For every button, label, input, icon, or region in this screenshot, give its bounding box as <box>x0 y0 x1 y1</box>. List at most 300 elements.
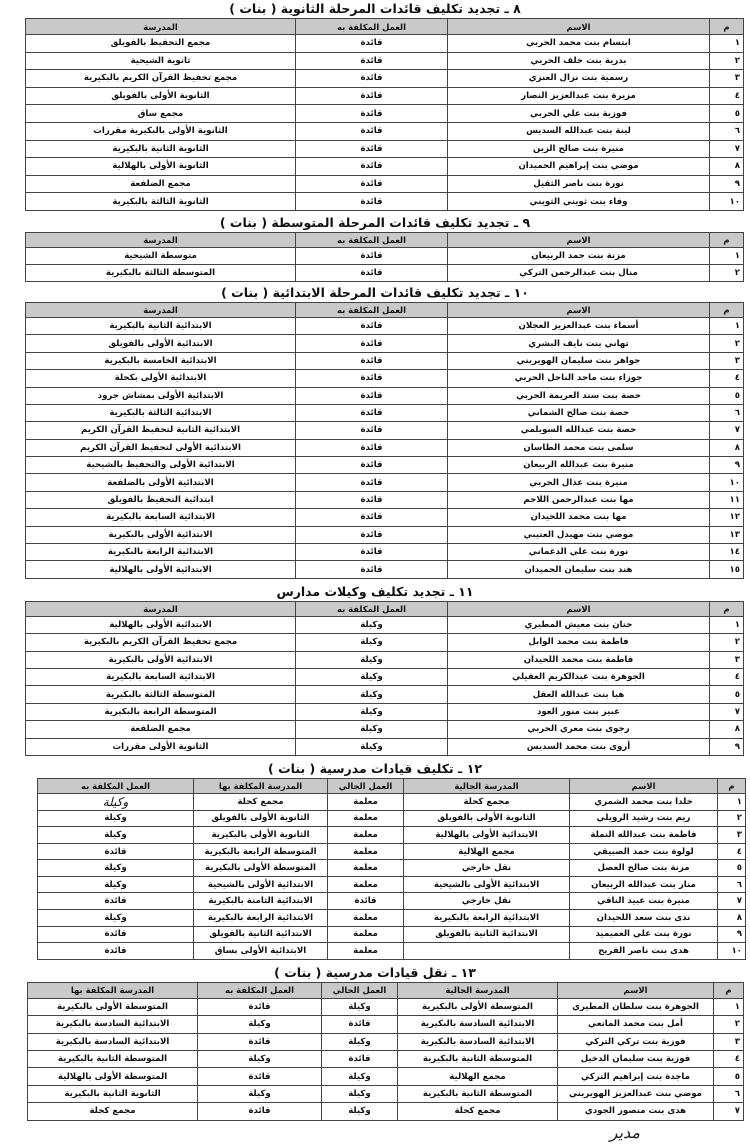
cell-name: أسماء بنت عبدالعزيز العجلان <box>448 317 710 334</box>
cell-no: ١ <box>710 317 744 334</box>
cell-name: أمل بنت محمد المانعي <box>558 1016 714 1033</box>
cell-name: رجوى بنت معري الحربي <box>448 721 710 738</box>
cell-name: مها بنت محمد اللحيدان <box>448 509 710 526</box>
cell-no: ١٠ <box>710 193 744 211</box>
cell-no: ١٢ <box>710 509 744 526</box>
cell-current-job: معلمة <box>328 843 404 860</box>
section-9-table <box>25 232 744 282</box>
table-row <box>38 843 746 860</box>
cell-school: الابتدائية الأولى بمشاش جرود <box>26 387 296 404</box>
cell-no: ٤ <box>718 843 746 860</box>
cell-current-school: نقل خارجي <box>404 893 570 910</box>
table-row <box>26 52 744 70</box>
cell-role: وكيلة <box>296 616 448 633</box>
cell-current-job: معلمة <box>328 943 404 960</box>
cell-no: ٨ <box>718 910 746 927</box>
cell-name: هند بنت سليمان الحميدان <box>448 561 710 578</box>
cell-no: ١٠ <box>710 474 744 491</box>
cell-school: الابتدائية الأولى والتحفيظ بالشيحية <box>26 457 296 474</box>
table-row <box>26 668 744 685</box>
cell-assigned-school: المتوسطة الثانية بالبكيرية <box>28 1051 198 1068</box>
cell-role: قائدة <box>296 404 448 421</box>
cell-current-school: الابتدائية الرابعة بالبكيرية <box>404 910 570 927</box>
section-10-table <box>25 302 744 579</box>
header-no: م <box>710 302 744 317</box>
header-name: الاسم <box>448 232 710 247</box>
table-row <box>26 335 744 352</box>
cell-role: قائدة <box>198 1033 322 1050</box>
header-no: م <box>718 778 746 793</box>
table-row <box>26 87 744 105</box>
cell-name: فوزية بنت سليمان الدخيل <box>558 1051 714 1068</box>
cell-no: ٩ <box>710 457 744 474</box>
header-current-job: العمل الحالي <box>322 982 398 998</box>
cell-role: قائدة <box>296 87 448 105</box>
cell-current-job: وكيلة <box>322 1085 398 1102</box>
cell-role: قائدة <box>296 544 448 561</box>
cell-assigned-school: الابتدائية الأولى بساق <box>194 943 328 960</box>
header-school: المدرسة <box>26 601 296 616</box>
cell-no: ٢ <box>710 335 744 352</box>
cell-school: الثانوية الثانية بالبكيرية <box>26 140 296 158</box>
cell-no: ٧ <box>710 422 744 439</box>
section-10 <box>0 284 750 579</box>
cell-current-job: معلمة <box>328 827 404 844</box>
cell-name: فاطمة بنت محمد اللحيدان <box>448 651 710 668</box>
cell-no: ٨ <box>710 439 744 456</box>
table-row <box>26 439 744 456</box>
cell-no: ٥ <box>710 105 744 123</box>
cell-name: منيرة بنت عبيد الناقي <box>570 893 718 910</box>
section-13 <box>0 964 750 1121</box>
cell-assigned-school: الابتدائية الأولى بالشيحية <box>194 876 328 893</box>
header-name: الاسم <box>558 982 714 998</box>
cell-current-school: مجمع كحلة <box>404 793 570 810</box>
section-9-title: ٩ ـ تجديد تكليف قائدات المرحلة المتوسطة ( بنات ) <box>219 214 531 230</box>
cell-no: ٤ <box>710 668 744 685</box>
cell-name: هيا بنت عبدالله العقل <box>448 686 710 703</box>
table-row <box>38 926 746 943</box>
cell-current-school: الابتدائية الأولى بالهلالية <box>404 827 570 844</box>
cell-no: ١ <box>710 616 744 633</box>
table-row <box>26 158 744 176</box>
cell-role: وكيلة <box>38 827 194 844</box>
table-row <box>26 122 744 140</box>
cell-role: وكيلة <box>198 1051 322 1068</box>
cell-role: وكيلة <box>198 1016 322 1033</box>
cell-current-school: المتوسطة الثانية بالبكيرية <box>398 1085 558 1102</box>
cell-name: فوزية بنت تركي التركي <box>558 1033 714 1050</box>
section-12-title: ١٢ ـ تكليف قيادات مدرسية ( بنات ) <box>268 760 482 776</box>
cell-role: وكيلة <box>38 860 194 877</box>
cell-role: وكيلة <box>296 634 448 651</box>
cell-assigned-school: الابتدائية الرابعة بالبكيرية <box>194 910 328 927</box>
table-row <box>26 175 744 193</box>
cell-current-school: مجمع الهلالية <box>404 843 570 860</box>
cell-no: ٢ <box>718 810 746 827</box>
cell-assigned-school: الابتدائية الثامنة بالبكيرية <box>194 893 328 910</box>
signature-area <box>0 1123 750 1145</box>
cell-current-job: معلمة <box>328 926 404 943</box>
cell-name: أروى بنت محمد السديس <box>448 738 710 755</box>
table-row <box>38 876 746 893</box>
cell-no: ١ <box>718 793 746 810</box>
cell-school: المتوسطة الثالثة بالبكيرية <box>26 264 296 281</box>
cell-name: هدى بنت ناصر الفريح <box>570 943 718 960</box>
cell-name: فاطمة بنت محمد الوابل <box>448 634 710 651</box>
cell-school: الابتدائية الثانية لتحفيظ القرآن الكريم <box>26 422 296 439</box>
header-school: المدرسة <box>26 302 296 317</box>
cell-current-school: المتوسطة الثانية بالبكيرية <box>398 1051 558 1068</box>
table-row <box>28 1051 744 1068</box>
cell-role: قائدة <box>296 474 448 491</box>
cell-current-job: وكيلة <box>322 1103 398 1120</box>
header-role: العمل المكلفة به <box>296 302 448 317</box>
section-8-title: ٨ ـ تجديد تكليف قائدات المرحلة الثانوية ( بنات ) <box>229 1 521 16</box>
cell-name: حنان بنت معيش المطيري <box>448 616 710 633</box>
table-row <box>26 491 744 508</box>
section-11-table <box>25 601 744 756</box>
cell-name: الجوهرة بنت عبدالكريم العقيلي <box>448 668 710 685</box>
cell-current-job: قائدة <box>322 1051 398 1068</box>
cell-name: حصة بنت سند العريمة الحربي <box>448 387 710 404</box>
cell-current-job: معلمة <box>328 910 404 927</box>
cell-no: ٦ <box>718 876 746 893</box>
cell-role: وكيلة <box>38 810 194 827</box>
cell-no: ٢ <box>714 1016 744 1033</box>
cell-no: ٩ <box>710 738 744 755</box>
cell-current-school: نقل خارجي <box>404 860 570 877</box>
cell-no: ١١ <box>710 491 744 508</box>
cell-name: مها بنت عبدالرحمن اللاحم <box>448 491 710 508</box>
table-row <box>26 317 744 334</box>
table-row <box>26 35 744 53</box>
cell-no: ٧ <box>710 703 744 720</box>
cell-no: ٣ <box>710 651 744 668</box>
cell-assigned-school: الابتدائية الثانية بالفويلق <box>194 926 328 943</box>
header-no: م <box>710 601 744 616</box>
section-13-title: ١٣ ـ نقل قيادات مدرسية ( بنات ) <box>274 964 476 980</box>
cell-role: قائدة <box>296 335 448 352</box>
table-row <box>26 526 744 543</box>
cell-school: الابتدائية الرابعة بالبكيرية <box>26 544 296 561</box>
cell-no: ١ <box>710 247 744 264</box>
cell-role: وكيلة <box>38 793 194 810</box>
header-school: المدرسة <box>26 232 296 247</box>
section-8 <box>0 0 750 211</box>
cell-no: ٥ <box>718 860 746 877</box>
cell-role: قائدة <box>296 509 448 526</box>
cell-role: قائدة <box>38 893 194 910</box>
cell-name: حصة بنت عبدالله السويلمي <box>448 422 710 439</box>
cell-name: جوزاء بنت ماجد الناحل الحربي <box>448 370 710 387</box>
cell-role: قائدة <box>296 140 448 158</box>
cell-school: الابتدائية الأولى بالهلالية <box>26 616 296 633</box>
cell-school: الثانوية الأولى بالهلالية <box>26 158 296 176</box>
section-13-table <box>27 982 744 1121</box>
cell-name: منيرة بنت صالح الزين <box>448 140 710 158</box>
cell-name: منال بنت عبدالرحمن التركي <box>448 264 710 281</box>
table-row <box>26 70 744 88</box>
header-role: العمل المكلفة به <box>296 19 448 35</box>
cell-role: قائدة <box>296 561 448 578</box>
cell-current-job: قائدة <box>328 893 404 910</box>
cell-role: قائدة <box>296 491 448 508</box>
table-row <box>26 616 744 633</box>
cell-school: الابتدائية الأولى بالبكيرية <box>26 526 296 543</box>
table-row <box>26 140 744 158</box>
table-row <box>26 509 744 526</box>
cell-assigned-school: مجمع كحلة <box>194 793 328 810</box>
cell-current-job: وكيلة <box>322 1033 398 1050</box>
table-row <box>26 721 744 738</box>
table-row <box>28 1068 744 1085</box>
cell-current-school: الابتدائية الأولى بالشيحية <box>404 876 570 893</box>
table-row <box>26 352 744 369</box>
cell-role: وكيلة <box>296 651 448 668</box>
cell-name: موضي بنت عبدالعزيز الهويريني <box>558 1085 714 1102</box>
table-row <box>38 943 746 960</box>
table-row <box>26 634 744 651</box>
cell-role: وكيلة <box>296 703 448 720</box>
section-8-table <box>25 18 744 211</box>
table-row <box>28 998 744 1015</box>
header-name: الاسم <box>448 19 710 35</box>
cell-name: منيرة بنت عبدالله الربيعان <box>448 457 710 474</box>
cell-role: قائدة <box>296 264 448 281</box>
cell-name: عبير بنت منور العود <box>448 703 710 720</box>
cell-role: وكيلة <box>296 738 448 755</box>
cell-role: قائدة <box>198 998 322 1015</box>
cell-role: قائدة <box>296 457 448 474</box>
cell-role: قائدة <box>296 352 448 369</box>
cell-current-job: معلمة <box>328 810 404 827</box>
table-row <box>26 703 744 720</box>
cell-no: ٣ <box>710 70 744 88</box>
section-11 <box>0 583 750 756</box>
cell-role: قائدة <box>296 370 448 387</box>
cell-role: وكيلة <box>296 686 448 703</box>
cell-current-school: مجمع كحلة <box>398 1103 558 1120</box>
table-row <box>26 264 744 281</box>
header-school: المدرسة <box>26 19 296 35</box>
cell-no: ٢ <box>710 52 744 70</box>
cell-current-job: وكيلة <box>322 1068 398 1085</box>
cell-name: ندى بنت سعد اللحيدان <box>570 910 718 927</box>
cell-assigned-school: الثانوية الأولى بالفويلق <box>194 810 328 827</box>
cell-no: ٣ <box>710 352 744 369</box>
header-role: العمل المكلفة به <box>38 778 194 793</box>
table-row <box>38 860 746 877</box>
cell-role: قائدة <box>198 1103 322 1120</box>
section-9 <box>0 214 750 282</box>
cell-name: لينة بنت عبدالله السديس <box>448 122 710 140</box>
table-row <box>26 105 744 123</box>
table-row <box>26 561 744 578</box>
cell-role: قائدة <box>296 158 448 176</box>
cell-assigned-school: المتوسطة الأولى بالبكيرية <box>194 860 328 877</box>
cell-name: تهاني بنت نايف البشري <box>448 335 710 352</box>
cell-school: الابتدائية الأولى لتحفيظ القرآن الكريم <box>26 439 296 456</box>
table-row <box>38 827 746 844</box>
cell-role: قائدة <box>296 526 448 543</box>
cell-no: ٦ <box>710 404 744 421</box>
cell-current-job: معلمة <box>328 793 404 810</box>
cell-name: نورة بنت ناصر الثقيل <box>448 175 710 193</box>
table-row <box>26 370 744 387</box>
cell-no: ١٤ <box>710 544 744 561</box>
cell-school: الابتدائية الثانية بالبكيرية <box>26 317 296 334</box>
table-row <box>28 1085 744 1102</box>
cell-name: هدى بنت منصور الجودي <box>558 1103 714 1120</box>
cell-school: الثانوية الثالثة بالبكيرية <box>26 193 296 211</box>
cell-current-school: الثانوية الأولى بالفويلق <box>404 810 570 827</box>
table-row <box>38 793 746 810</box>
cell-current-job: معلمة <box>328 860 404 877</box>
cell-name: مزنة بنت صالح العصل <box>570 860 718 877</box>
cell-no: ٥ <box>710 387 744 404</box>
cell-no: ٥ <box>710 686 744 703</box>
cell-name: جواهر بنت سليمان الهويريني <box>448 352 710 369</box>
cell-no: ٨ <box>710 721 744 738</box>
cell-school: الابتدائية السابعة بالبكيرية <box>26 509 296 526</box>
cell-assigned-school: مجمع كحلة <box>28 1103 198 1120</box>
cell-no: ١٠ <box>718 943 746 960</box>
cell-assigned-school: الابتدائية السادسة بالبكيرية <box>28 1016 198 1033</box>
table-row <box>28 1033 744 1050</box>
cell-name: موضي بنت مهيدل العتيبي <box>448 526 710 543</box>
cell-current-school: الابتدائية الثانية بالفويلق <box>404 926 570 943</box>
cell-school: المتوسطة الثالثة بالبكيرية <box>26 686 296 703</box>
cell-school: الابتدائية السابعة بالبكيرية <box>26 668 296 685</box>
header-no: م <box>710 19 744 35</box>
cell-school: مجمع التحفيظ بالفويلق <box>26 35 296 53</box>
cell-no: ٢ <box>710 264 744 281</box>
header-current-school: المدرسة الحالية <box>398 982 558 998</box>
table-row <box>26 193 744 211</box>
cell-assigned-school: الابتدائية السادسة بالبكيرية <box>28 1033 198 1050</box>
header-no: م <box>710 232 744 247</box>
section-12-table <box>37 778 746 960</box>
cell-current-school: الابتدائية السادسة بالبكيرية <box>398 1016 558 1033</box>
table-row <box>26 247 744 264</box>
cell-no: ٤ <box>710 370 744 387</box>
table-row <box>26 651 744 668</box>
table-row <box>38 910 746 927</box>
cell-school: مجمع ساق <box>26 105 296 123</box>
cell-name: خلدا بنت محمد الشمري <box>570 793 718 810</box>
header-role: العمل المكلفة به <box>198 982 322 998</box>
section-10-title: ١٠ ـ تجديد تكليف قائدات المرحلة الابتدائية ( بنات ) <box>221 284 529 300</box>
cell-name: سلمى بنت محمد الطاسان <box>448 439 710 456</box>
cell-school: ثانوية الشيحية <box>26 52 296 70</box>
cell-current-school <box>404 943 570 960</box>
cell-no: ١ <box>710 35 744 53</box>
cell-name: منيرة بنت عذال الحربي <box>448 474 710 491</box>
cell-role: قائدة <box>296 387 448 404</box>
cell-school: الابتدائية الأولى بالبكيرية <box>26 651 296 668</box>
header-name: الاسم <box>448 302 710 317</box>
cell-assigned-school: الثانوية الثانية بالبكيرية <box>28 1085 198 1102</box>
table-row <box>38 810 746 827</box>
table-row <box>26 686 744 703</box>
cell-name: منار بنت عبدالله الربيعان <box>570 876 718 893</box>
header-role: العمل المكلفة به <box>296 601 448 616</box>
cell-name: بدرية بنت خلف الحربي <box>448 52 710 70</box>
cell-school: الابتدائية الأولى بالهلالية <box>26 561 296 578</box>
cell-school: مجمع تحفيظ القرآن الكريم بالبكيرية <box>26 70 296 88</box>
table-row <box>26 457 744 474</box>
cell-no: ٣ <box>718 827 746 844</box>
cell-name: ماجدة بنت إبراهيم التركي <box>558 1068 714 1085</box>
cell-no: ١٣ <box>710 526 744 543</box>
cell-no: ٥ <box>714 1068 744 1085</box>
cell-school: الثانوية الأولى بالبكيرية مقررات <box>26 122 296 140</box>
cell-name: الجوهرة بنت سلطان المطيري <box>558 998 714 1015</box>
cell-role: قائدة <box>296 52 448 70</box>
header-no: م <box>714 982 744 998</box>
table-row <box>26 544 744 561</box>
cell-role: قائدة <box>296 247 448 264</box>
cell-assigned-school: الثانوية الأولى بالبكيرية <box>194 827 328 844</box>
cell-name: حصة بنت صالح الشماني <box>448 404 710 421</box>
table-row <box>26 404 744 421</box>
cell-school: الثانوية الأولى بالفويلق <box>26 87 296 105</box>
cell-role: قائدة <box>296 317 448 334</box>
cell-name: مزيرة بنت عبدالعزيز النصار <box>448 87 710 105</box>
handwritten-signature: مدير <box>609 1122 640 1142</box>
cell-school: المتوسطة الرابعة بالبكيرية <box>26 703 296 720</box>
cell-role: قائدة <box>38 843 194 860</box>
cell-role: قائدة <box>296 105 448 123</box>
cell-name: ريم بنت رشيد الرويلي <box>570 810 718 827</box>
cell-name: لولوة بنت حمد الصبيقي <box>570 843 718 860</box>
cell-current-school: مجمع الهلالية <box>398 1068 558 1085</box>
cell-current-school: الابتدائية السادسة بالبكيرية <box>398 1033 558 1050</box>
header-assigned-school: المدرسة المكلفة بها <box>28 982 198 998</box>
cell-role: وكيلة <box>296 668 448 685</box>
cell-role: وكيلة <box>296 721 448 738</box>
cell-school: الابتدائية الأولى بكحلة <box>26 370 296 387</box>
cell-assigned-school: المتوسطة الرابعة بالبكيرية <box>194 843 328 860</box>
cell-assigned-school: المتوسطة الأولى بالهلالية <box>28 1068 198 1085</box>
cell-no: ٢ <box>710 634 744 651</box>
cell-no: ٧ <box>714 1103 744 1120</box>
cell-name: مزنة بنت حمد الربيعان <box>448 247 710 264</box>
cell-role: قائدة <box>38 943 194 960</box>
header-assigned-school: المدرسة المكلفة بها <box>194 778 328 793</box>
cell-name: فاطمة بنت عبدالله النملة <box>570 827 718 844</box>
cell-school: ابتدائية التحفيظ بالفويلق <box>26 491 296 508</box>
cell-role: وكيلة <box>38 910 194 927</box>
cell-role: قائدة <box>198 1068 322 1085</box>
header-current-school: المدرسة الحالية <box>404 778 570 793</box>
header-role: العمل المكلفة به <box>296 232 448 247</box>
cell-name: نورة بنت علي العميميد <box>570 926 718 943</box>
table-row <box>26 474 744 491</box>
cell-current-job: قائدة <box>322 1016 398 1033</box>
cell-role: قائدة <box>296 422 448 439</box>
cell-name: وفاء بنت ثويني الثويني <box>448 193 710 211</box>
cell-no: ٩ <box>718 926 746 943</box>
cell-role: قائدة <box>296 175 448 193</box>
table-row <box>26 422 744 439</box>
header-name: الاسم <box>570 778 718 793</box>
cell-role: قائدة <box>296 193 448 211</box>
cell-role: قائدة <box>296 439 448 456</box>
table-row <box>38 893 746 910</box>
cell-school: مجمع الضلفعة <box>26 721 296 738</box>
